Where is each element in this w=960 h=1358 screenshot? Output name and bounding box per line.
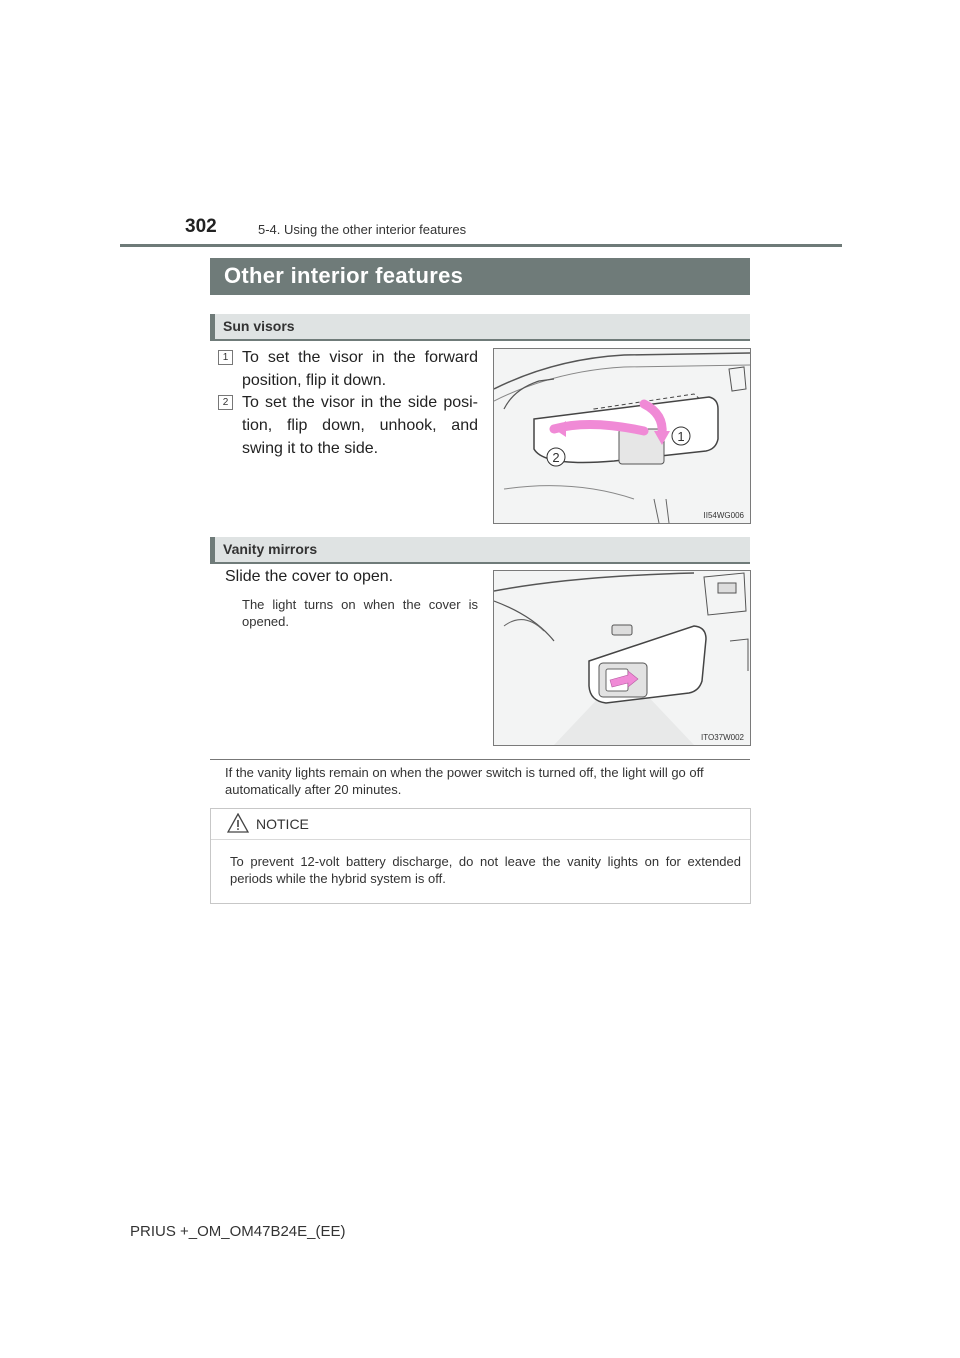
section-divider <box>210 759 750 760</box>
vanity-mirror-illustration <box>493 570 751 746</box>
notice-header <box>211 809 750 840</box>
figure-code: II54WG006 <box>703 511 744 520</box>
section-reference: 5-4. Using the other interior features <box>258 222 467 237</box>
page-number: 302 <box>185 216 217 237</box>
step-1-marker: 1 <box>218 350 233 365</box>
heading-accent <box>210 537 215 562</box>
notice-text: To prevent 12-volt battery discharge, do not leave the vanity lights on for extended periods while the hybrid system is off. <box>230 854 741 886</box>
vanity-mirror-drawing <box>494 571 750 745</box>
sun-visor-illustration <box>493 348 751 524</box>
sun-visors-heading-bar <box>210 314 750 341</box>
footer-doc-code: PRIUS +_OM_OM47B24E_(EE) <box>130 1223 346 1240</box>
step-1-text: To set the visor in the forward position, flip it down. <box>242 349 478 389</box>
warning-icon <box>227 813 249 833</box>
sun-visors-heading: Sun visors <box>223 318 295 334</box>
sun-visor-drawing <box>494 349 750 523</box>
vanity-note: The light turns on when the cover is opened. <box>242 597 478 629</box>
figure-code: ITO37W002 <box>701 733 744 742</box>
vanity-mirrors-heading: Vanity mirrors <box>223 541 318 557</box>
step-2-text: To set the visor in the side posi- tion, flip down, unhook, and swing it to the side. <box>242 394 478 457</box>
page-title: Other interior features <box>224 263 464 288</box>
callout-1: 1 <box>677 429 685 444</box>
header-rule <box>120 244 842 247</box>
callout-2: 2 <box>552 450 560 465</box>
vanity-mirrors-heading-bar <box>210 537 750 564</box>
notice-box <box>210 808 751 904</box>
step-2-marker: 2 <box>218 395 233 410</box>
vanity-instruction: Slide the cover to open. <box>225 568 394 585</box>
title-bar <box>210 258 750 295</box>
heading-accent <box>210 314 215 339</box>
auto-off-note: If the vanity lights remain on when the power switch is turned off, the light will go off automatically after 20 minutes. <box>225 765 704 797</box>
notice-label: NOTICE <box>256 816 309 832</box>
